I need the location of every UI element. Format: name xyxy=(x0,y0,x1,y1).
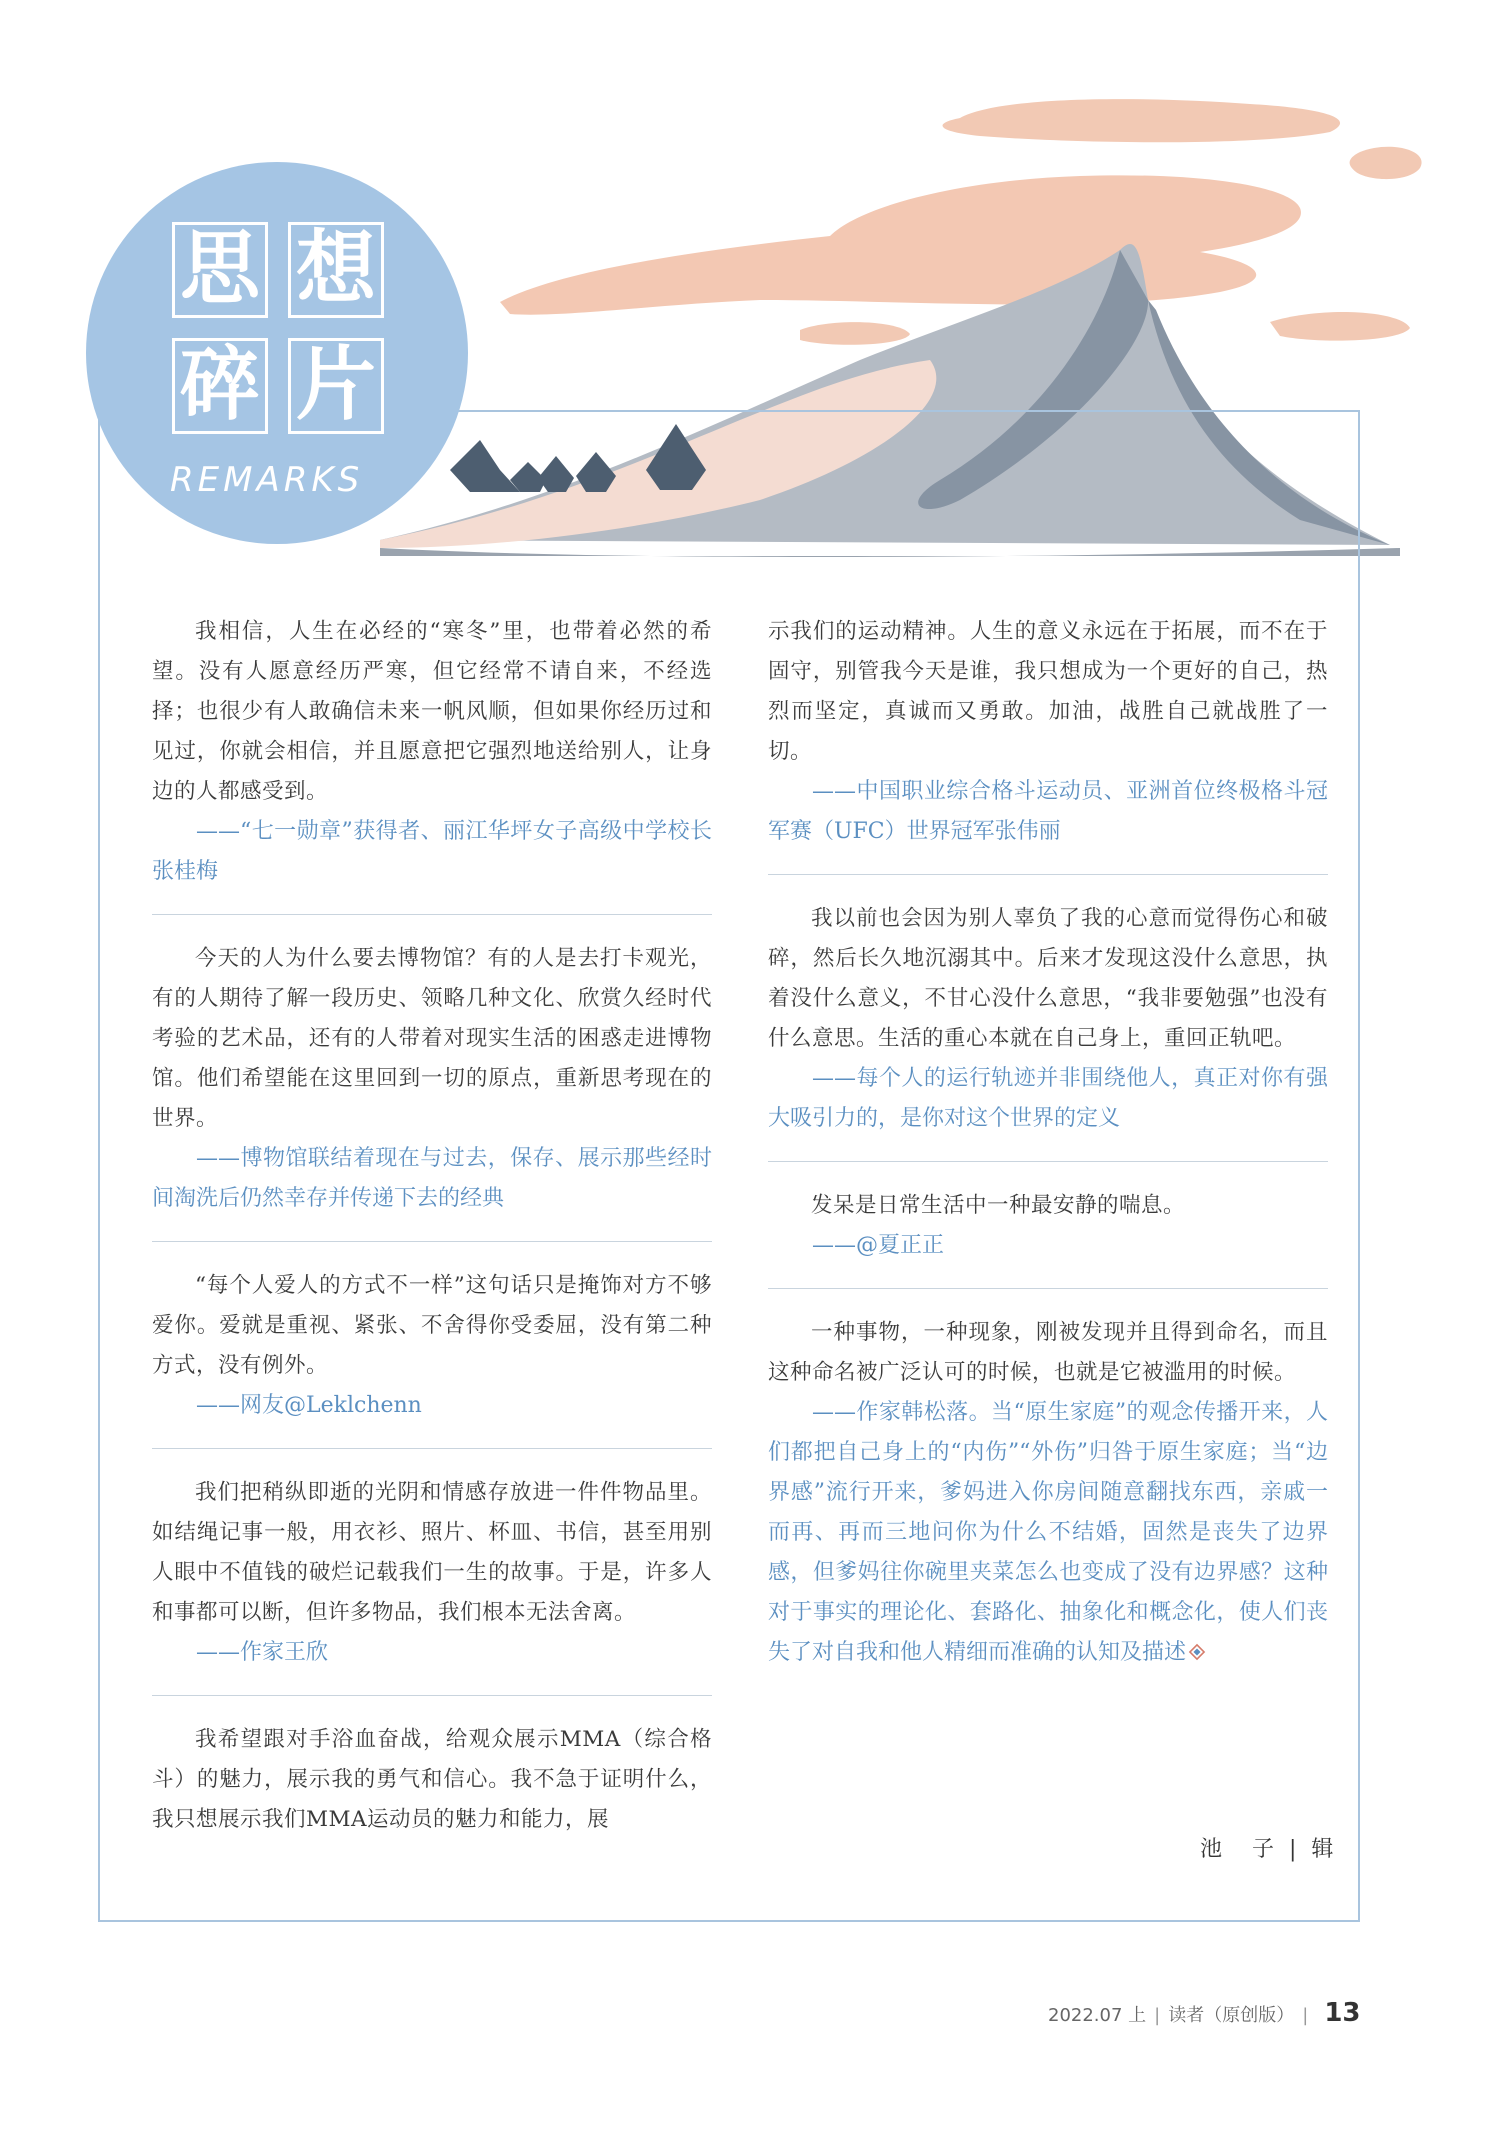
quote-entry xyxy=(768,1313,1328,1695)
quote-text: 发呆是日常生活中一种最安静的喘息。 xyxy=(811,1193,1186,1218)
quote-source: ——@夏正正 xyxy=(768,1226,1328,1266)
quote-entry xyxy=(152,1473,712,1696)
quote-entry xyxy=(768,899,1328,1162)
quote-entry-continued xyxy=(152,1720,712,1862)
quote-text: 今天的人为什么要去博物馆？有的人是去打卡观光，有的人期待了解一段历史、领略几种文化、欣赏久经时代考验的艺术品，还有的人带着对现实生活的困惑走进博物馆。他们希望能在这里回到一切的原点，重新思考现在的世界。 xyxy=(152,946,712,1131)
quote-entry xyxy=(152,1266,712,1449)
magazine-name: 读者（原创版） xyxy=(1168,2005,1295,2026)
right-column xyxy=(768,612,1328,1719)
quote-entry xyxy=(152,939,712,1242)
title-char-1: 思 xyxy=(172,222,268,318)
page-number: 13 xyxy=(1324,1998,1361,2028)
cloud-small-left xyxy=(800,322,910,345)
quote-entry xyxy=(152,612,712,915)
quote-source: ——“七一勋章”获得者、丽江华坪女子高级中学校长张桂梅 xyxy=(152,819,712,884)
quote-text: 我们把稍纵即逝的光阴和情感存放进一件件物品里。如结绳记事一般，用衣衫、照片、杯皿、书信，甚至用别人眼中不值钱的破烂记载我们一生的故事。于是，许多人和事都可以断，但许多物品，我们根本无法舍离。 xyxy=(152,1480,712,1625)
cloud-big xyxy=(500,175,1301,314)
title-char-2: 想 xyxy=(288,222,384,318)
quote-text: 一种事物，一种现象，刚被发现并且得到命名，而且这种命名被广泛认可的时候，也就是它被滥用的时候。 xyxy=(768,1320,1328,1385)
left-column xyxy=(152,612,712,1886)
quote-text: 我希望跟对手浴血奋战，给观众展示MMA（综合格斗）的魅力，展示我的勇气和信心。我不急于证明什么，我只想展示我们MMA运动员的魅力和能力，展 xyxy=(152,1727,712,1832)
page-footer: 2022.07 上 | 读者（原创版） | 13 xyxy=(1048,1998,1361,2028)
quote-source: ——中国职业综合格斗运动员、亚洲首位终极格斗冠军赛（UFC）世界冠军张伟丽 xyxy=(768,779,1328,844)
quote-source: ——博物馆联结着现在与过去，保存、展示那些经时间淘洗后仍然幸存并传递下去的经典 xyxy=(152,1146,712,1211)
cloud-small-right xyxy=(1270,312,1410,341)
dash: —— xyxy=(196,1393,240,1418)
quote-text: 我以前也会因为别人辜负了我的心意而觉得伤心和破碎，然后长久地沉溺其中。后来才发现这没什么意思，执着没什么意义，不甘心没什么意思，“我非要勉强”也没有什么意思。生活的重心本就在自己身上，重回正轨吧。 xyxy=(768,906,1328,1051)
title-char-4: 片 xyxy=(288,338,384,434)
dash: —— xyxy=(196,1640,240,1665)
editor-credit: 池 子 | 辑 xyxy=(1200,1837,1338,1862)
dash: —— xyxy=(812,1066,856,1091)
column-title xyxy=(172,222,386,436)
quote-entry xyxy=(768,1186,1328,1289)
quote-text-continued: 示我们的运动精神。人生的意义永远在于拓展，而不在于固守，别管我今天是谁，我只想成为一个更好的自己，热烈而坚定，真诚而又勇敢。加油，战胜自己就战胜了一切。 xyxy=(768,619,1328,764)
dash: —— xyxy=(812,779,856,804)
quote-source: ——网友@Leklchenn xyxy=(152,1386,712,1426)
dash: —— xyxy=(812,1233,856,1258)
issue-date: 2022.07 上 xyxy=(1048,2005,1147,2026)
clouds xyxy=(500,99,1422,345)
quote-source: ——作家王欣 xyxy=(152,1633,712,1673)
end-mark-icon xyxy=(1188,1643,1206,1661)
column-title-english: REMARKS xyxy=(170,460,364,500)
dash: —— xyxy=(196,1146,240,1171)
cloud-right xyxy=(1350,147,1422,179)
dash: —— xyxy=(812,1400,856,1425)
quote-entry xyxy=(768,612,1328,875)
quote-source: ——每个人的运行轨迹并非围绕他人，真正对你有强大吸引力的，是你对这个世界的定义 xyxy=(768,1066,1328,1131)
quote-source: ——作家韩松落。当“原生家庭”的观念传播开来，人们都把自己身上的“内伤”“外伤”归咎于原生家庭；当“边界感”流行开来，爹妈进入你房间随意翻找东西，亲戚一而再、再而三地问你为什么不结婚，固然是丧失了边界感，但爹妈往你碗里夹菜怎么也变成了没有边界感？这种对于事实的理论化、套路化、抽象化和概念化，使人们丧失了对自我和他人精细而准确的认知及描述 xyxy=(768,1400,1328,1665)
cloud-top xyxy=(943,99,1341,142)
title-char-3: 碎 xyxy=(172,338,268,434)
quote-text: “每个人爱人的方式不一样”这句话只是掩饰对方不够爱你。爱就是重视、紧张、不舍得你受委屈，没有第二种方式，没有例外。 xyxy=(152,1273,712,1378)
quote-text: 我相信，人生在必经的“寒冬”里，也带着必然的希望。没有人愿意经历严寒，但它经常不请自来，不经选择；也很少有人敢确信未来一帆风顺，但如果你经历过和见过，你就会相信，并且愿意把它强烈地送给别人，让身边的人都感受到。 xyxy=(152,619,712,804)
dash: —— xyxy=(196,819,240,844)
